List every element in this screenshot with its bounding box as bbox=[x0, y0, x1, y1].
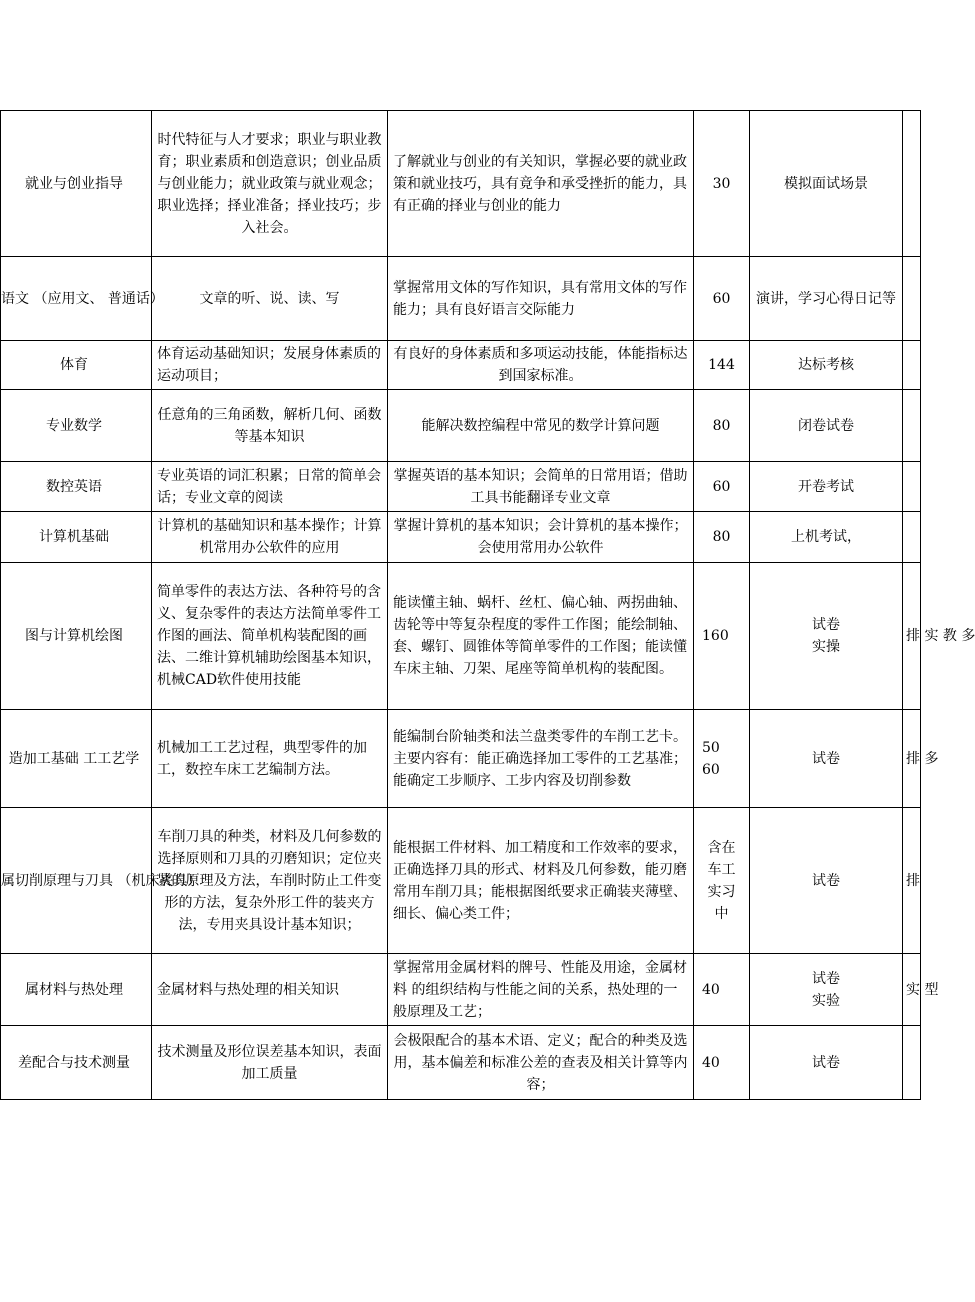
course-content: 机械加工工艺过程，典型零件的加工，数控车床工艺编制方法。 bbox=[152, 710, 388, 808]
course-assessment: 试卷 bbox=[750, 808, 903, 954]
course-name: 属材料与热处理 bbox=[1, 954, 152, 1026]
course-assessment: 试卷 bbox=[750, 710, 903, 808]
course-goal: 掌握计算机的基本知识；会计算机的基本操作；会使用常用办公软件 bbox=[388, 512, 694, 563]
course-content: 专业英语的词汇积累；日常的简单会话；专业文章的阅读 bbox=[152, 462, 388, 512]
course-name: 语文 （应用文、 普通话） bbox=[1, 257, 152, 341]
course-hours: 50 60 bbox=[694, 710, 750, 808]
course-hours: 30 bbox=[694, 111, 750, 257]
course-name: 属切削原理与刀具 （机床夹具） bbox=[1, 808, 152, 954]
course-assessment: 上机考试， bbox=[750, 512, 903, 563]
course-note bbox=[903, 341, 921, 390]
course-goal: 有良好的身体素质和多项运动技能，体能指标达到国家标准。 bbox=[388, 341, 694, 390]
course-note: 排 多 bbox=[903, 710, 921, 808]
table-row bbox=[1, 710, 921, 808]
course-note bbox=[903, 1026, 921, 1100]
table-row bbox=[1, 563, 921, 710]
table-row bbox=[1, 257, 921, 341]
course-content: 金属材料与热处理的相关知识 bbox=[152, 954, 388, 1026]
course-table bbox=[0, 110, 975, 1100]
table-row bbox=[1, 954, 921, 1026]
table-row bbox=[1, 1026, 921, 1100]
course-name: 就业与创业指导 bbox=[1, 111, 152, 257]
course-hours: 60 bbox=[694, 462, 750, 512]
course-note bbox=[903, 512, 921, 563]
course-goal: 掌握常用文体的写作知识，具有常用文体的写作能力；具有良好语言交际能力 bbox=[388, 257, 694, 341]
course-goal: 了解就业与创业的有关知识，掌握必要的就业政策和就业技巧，具有竟争和承受挫折的能力，具有正确的择业与创业的能力 bbox=[388, 111, 694, 257]
course-content: 时代特征与人才要求；职业与职业教育；职业素质和创造意识；创业品质与创业能力；就业政策与就业观念；职业选择；择业准备；择业技巧；步入社会。 bbox=[152, 111, 388, 257]
course-assessment: 开卷考试 bbox=[750, 462, 903, 512]
course-name: 计算机基础 bbox=[1, 512, 152, 563]
table-row bbox=[1, 111, 921, 257]
course-hours: 80 bbox=[694, 512, 750, 563]
course-goal: 能读懂主轴、蜗杆、丝杠、偏心轴、两拐曲轴、齿轮等中等复杂程度的零件工作图；能绘制轴、套、螺钉、圆锥体等简单零件的工作图；能读懂车床主轴、刀架、尾座等简单机构的装配图。 bbox=[388, 563, 694, 710]
course-content: 任意角的三角函数，解析几何、函数等基本知识 bbox=[152, 390, 388, 462]
course-goal: 能编制台阶轴类和法兰盘类零件的车削工艺卡。主要内容有：能正确选择加工零件的工艺基准；能确定工步顺序、工步内容及切削参数 bbox=[388, 710, 694, 808]
table-row bbox=[1, 390, 921, 462]
course-assessment: 达标考核 bbox=[750, 341, 903, 390]
course-note bbox=[903, 462, 921, 512]
course-hours: 40 bbox=[694, 954, 750, 1026]
course-name: 专业数学 bbox=[1, 390, 152, 462]
course-hours: 144 bbox=[694, 341, 750, 390]
course-goal: 能根据工件材料、加工精度和工作效率的要求，正确选择刀具的形式、材料及几何参数，能刃磨常用车削刀具；能根据图纸要求正确装夹薄壁、细长、偏心类工件； bbox=[388, 808, 694, 954]
course-note: 实 型 bbox=[903, 954, 921, 1026]
table-row bbox=[1, 808, 921, 954]
course-note: 排 实 教 多 bbox=[903, 563, 921, 710]
course-assessment: 演讲，学习心得日记等 bbox=[750, 257, 903, 341]
course-hours: 含在 车工 实习 中 bbox=[694, 808, 750, 954]
course-note bbox=[903, 390, 921, 462]
course-hours: 80 bbox=[694, 390, 750, 462]
course-goal: 会极限配合的基本术语、定义；配合的种类及选用，基本偏差和标准公差的查表及相关计算等内容； bbox=[388, 1026, 694, 1100]
course-content: 文章的听、说、读、写 bbox=[152, 257, 388, 341]
course-content: 技术测量及形位误差基本知识，表面加工质量 bbox=[152, 1026, 388, 1100]
course-goal: 掌握常用金属材料的牌号、性能及用途，金属材料 的组织结构与性能之间的关系，热处理的一般原理及工艺； bbox=[388, 954, 694, 1026]
course-assessment: 试卷 bbox=[750, 1026, 903, 1100]
course-note: 排 bbox=[903, 808, 921, 954]
table-row bbox=[1, 512, 921, 563]
course-content: 计算机的基础知识和基本操作；计算机常用办公软件的应用 bbox=[152, 512, 388, 563]
course-name: 图与计算机绘图 bbox=[1, 563, 152, 710]
course-note bbox=[903, 111, 921, 257]
course-hours: 60 bbox=[694, 257, 750, 341]
course-assessment: 试卷 实验 bbox=[750, 954, 903, 1026]
course-assessment: 模拟面试场景 bbox=[750, 111, 903, 257]
course-name: 差配合与技术测量 bbox=[1, 1026, 152, 1100]
course-assessment: 试卷 实操 bbox=[750, 563, 903, 710]
course-name: 造加工基础 工工艺学 bbox=[1, 710, 152, 808]
course-name: 体育 bbox=[1, 341, 152, 390]
course-goal: 掌握英语的基本知识；会简单的日常用语；借助工具书能翻译专业文章 bbox=[388, 462, 694, 512]
course-note bbox=[903, 257, 921, 341]
table-row bbox=[1, 462, 921, 512]
course-assessment: 闭卷试卷 bbox=[750, 390, 903, 462]
table-row bbox=[1, 341, 921, 390]
course-content: 车削刀具的种类，材料及几何参数的选择原则和刀具的刃磨知识；定位夹紧的原理及方法，车削时防止工件变形的方法，复杂外形工件的装夹方法，专用夹具设计基本知识； bbox=[152, 808, 388, 954]
course-hours: 40 bbox=[694, 1026, 750, 1100]
course-name: 数控英语 bbox=[1, 462, 152, 512]
course-content: 体育运动基础知识；发展身体素质的运动项目； bbox=[152, 341, 388, 390]
course-content: 简单零件的表达方法、各种符号的含义、复杂零件的表达方法简单零件工作图的画法、简单机构装配图的画法、二维计算机辅助绘图基本知识，机械CAD软件使用技能 bbox=[152, 563, 388, 710]
course-goal: 能解决数控编程中常见的数学计算问题 bbox=[388, 390, 694, 462]
course-hours: 160 bbox=[694, 563, 750, 710]
